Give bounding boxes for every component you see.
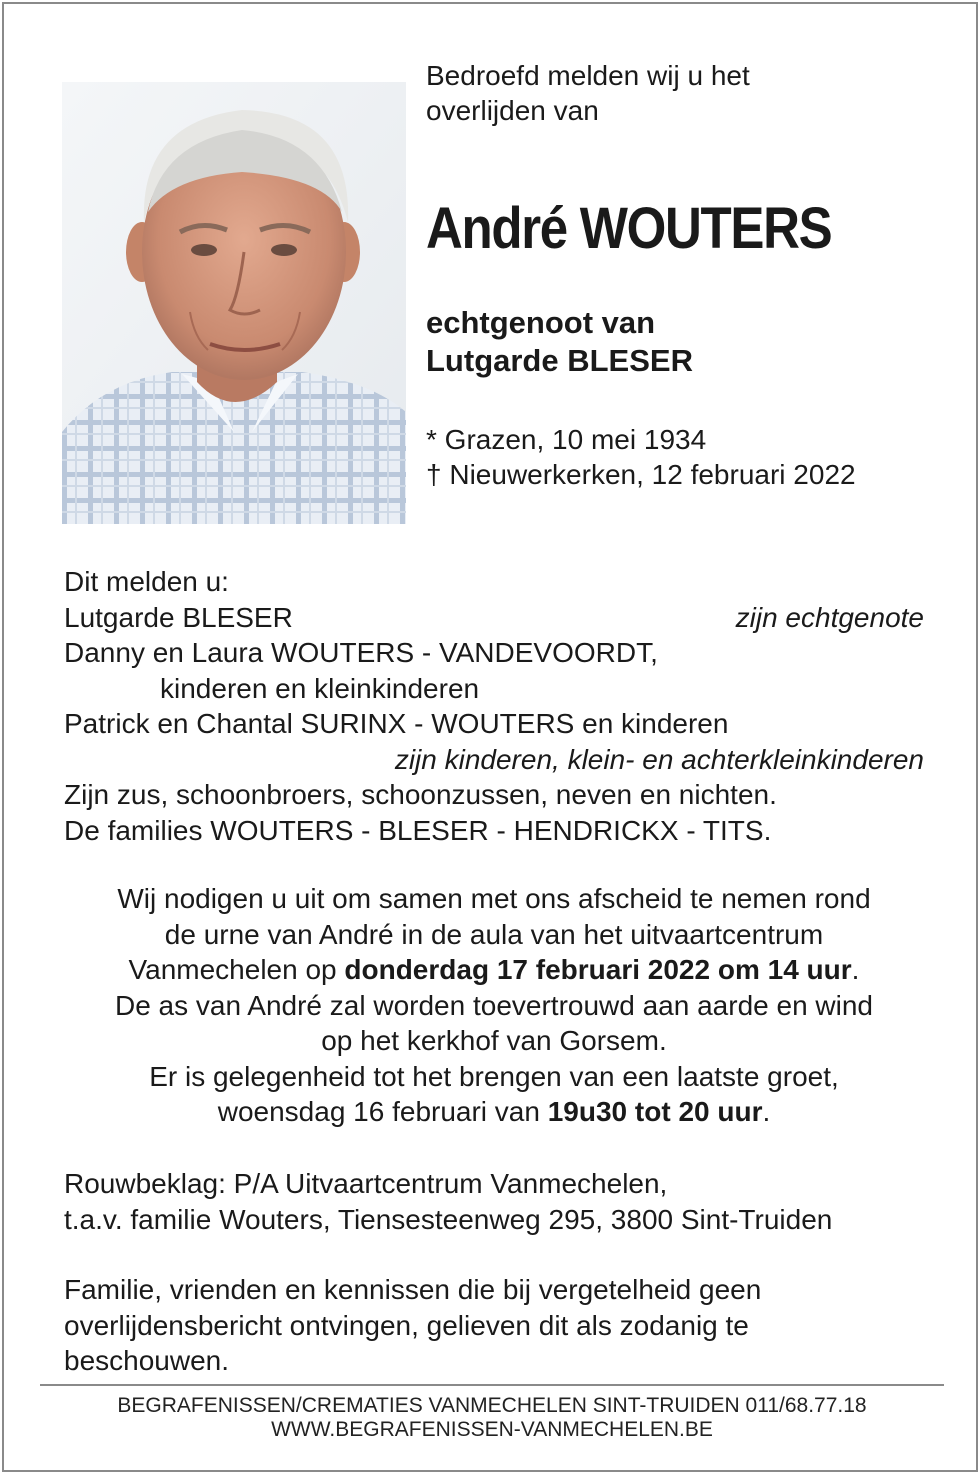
- deceased-name: André WOUTERS: [426, 196, 832, 261]
- footer-divider: [40, 1384, 944, 1386]
- condolence-line: t.a.v. familie Wouters, Tiensesteenweg 295, 3800 Sint-Truiden: [64, 1203, 833, 1235]
- ceremony-line: Er is gelegenheid tot het brengen van een laatste groet,: [149, 1060, 839, 1092]
- family-children-role: zijn kinderen, klein- en achterkleinkinderen: [394, 743, 924, 775]
- ceremony-line: op het kerkhof van Gorsem.: [321, 1025, 667, 1056]
- ceremony-text-part: woensdag 16 februari van: [217, 1096, 548, 1127]
- spouse-block: [426, 304, 693, 380]
- family-spouse-name: Lutgarde BLESER: [64, 601, 293, 633]
- ceremony-line: [44, 1094, 944, 1130]
- ceremony-line: de urne van André in de aula van het uitvaartcentrum: [164, 918, 824, 950]
- life-dates: [426, 422, 856, 492]
- family-child: Danny en Laura WOUTERS - VANDEVOORDT,: [64, 637, 658, 668]
- funeral-home-website: WWW.BEGRAFENISSEN-VANMECHELEN.BE: [271, 1418, 713, 1441]
- family-list: [64, 564, 924, 848]
- notice-line: beschouwen.: [64, 1345, 230, 1376]
- visitation-time: 19u30 tot 20 uur: [547, 1096, 763, 1127]
- family-siblings: Zijn zus, schoonbroers, schoonzussen, neven en nichten.: [64, 779, 777, 810]
- obituary-card: [2, 2, 978, 1472]
- family-spouse-role: zijn echtgenote: [735, 601, 924, 633]
- ceremony-text-part: Vanmechelen op: [128, 954, 345, 985]
- funeral-home-contact: BEGRAFENISSEN/CREMATIES VANMECHELEN SINT-TRUIDEN 011/68.77.18: [117, 1394, 867, 1417]
- family-row-spouse: [64, 600, 924, 636]
- portrait-photo: [62, 82, 406, 524]
- ceremony-text: [44, 881, 944, 1130]
- death-date: † Nieuwerkerken, 12 februari 2022: [426, 459, 856, 490]
- ceremony-line: Wij nodigen u uit om samen met ons afscheid te nemen rond: [117, 883, 871, 914]
- ceremony-datetime: donderdag 17 februari 2022 om 14 uur: [344, 954, 852, 985]
- family-intro: Dit melden u:: [64, 566, 229, 597]
- spouse-relation: echtgenoot van: [426, 305, 656, 340]
- portrait-illustration: [62, 82, 406, 524]
- notice-text: [64, 1272, 864, 1379]
- notice-line: overlijdensbericht ontvingen, gelieven dit als zodanig te: [64, 1309, 749, 1341]
- family-child-sub: kinderen en kleinkinderen: [160, 672, 480, 704]
- notice-line: Familie, vrienden en kennissen die bij vergetelheid geen: [64, 1274, 762, 1305]
- family-names: De families WOUTERS - BLESER - HENDRICKX - TITS.: [64, 814, 772, 846]
- family-child: Patrick en Chantal SURINX - WOUTERS en kinderen: [64, 708, 729, 739]
- condolence-address: [64, 1166, 832, 1237]
- funeral-home-footer: [4, 1394, 980, 1442]
- spouse-name: Lutgarde BLESER: [426, 343, 693, 378]
- intro-line: overlijden van: [426, 95, 599, 126]
- intro-line: Bedroefd melden wij u het: [426, 60, 750, 91]
- birth-date: * Grazen, 10 mei 1934: [426, 424, 707, 455]
- intro-text: [426, 58, 750, 128]
- ceremony-text-part: .: [762, 1096, 771, 1127]
- ceremony-line: De as van André zal worden toevertrouwd aan aarde en wind: [114, 989, 874, 1021]
- ceremony-line: [44, 952, 944, 988]
- ceremony-text-part: .: [851, 954, 860, 985]
- condolence-line: Rouwbeklag: P/A Uitvaartcentrum Vanmechelen,: [64, 1168, 668, 1199]
